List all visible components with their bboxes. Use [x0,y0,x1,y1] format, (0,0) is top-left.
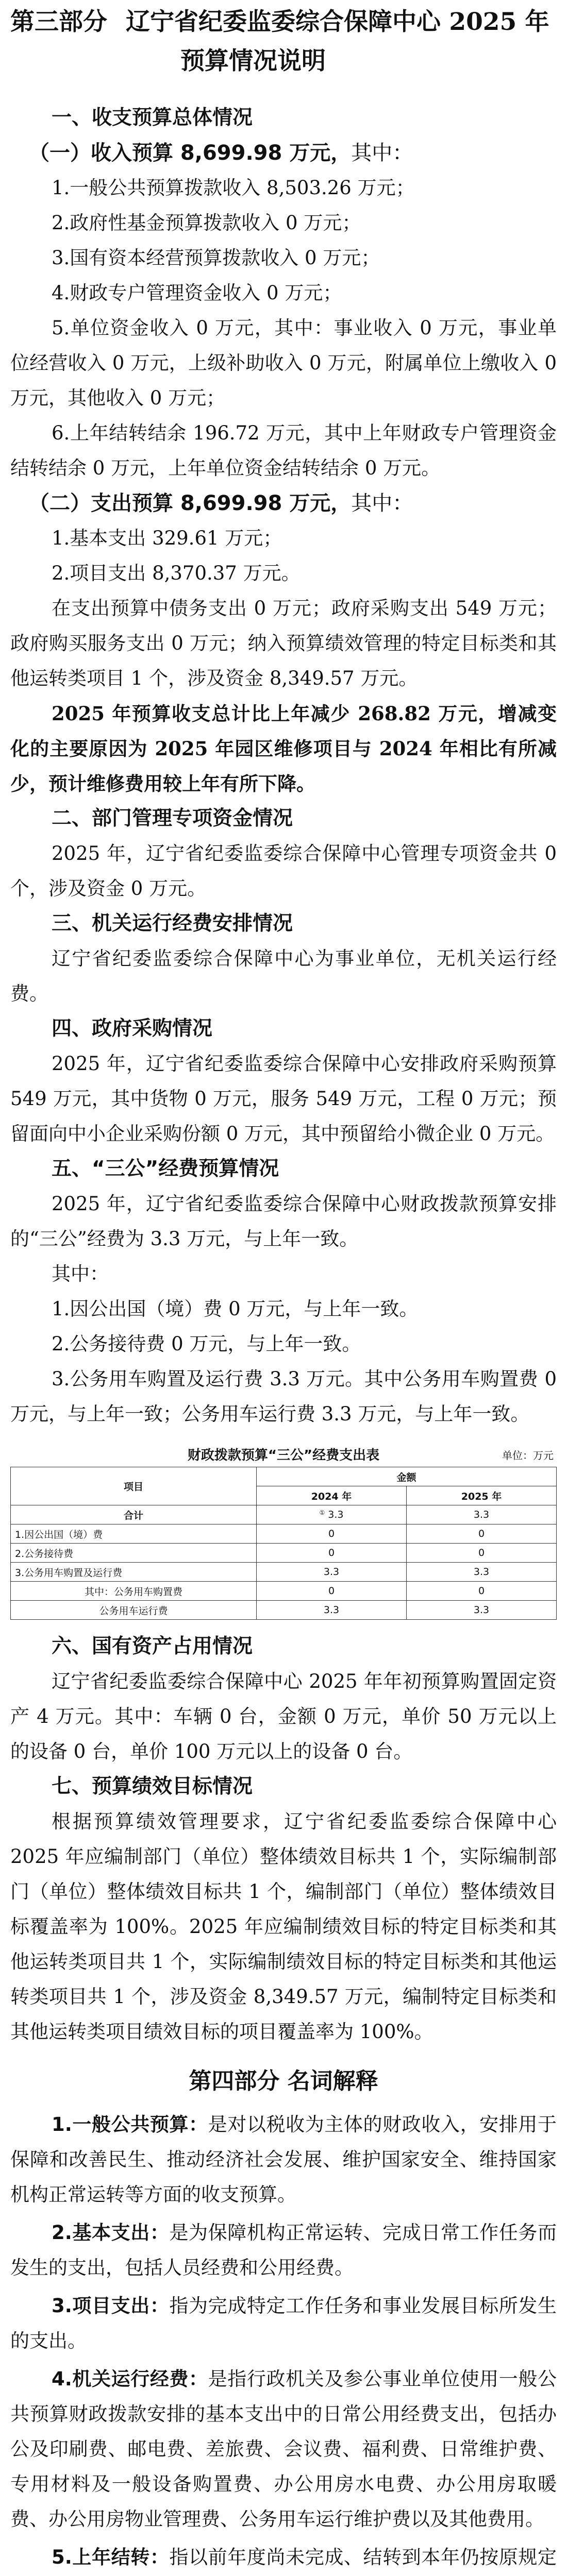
col-2024-header: 2024 年 [257,1486,407,1505]
row-label: 2.公务接待费 [11,1544,257,1563]
table-row [11,1582,557,1601]
row-2024-value: 0 [257,1524,407,1544]
income-item: 6.上年结转结余 196.72 万元，其中上年财政专户管理资金结转结余 0 万元，上年单位资金结转结余 0 万元。 [10,422,557,479]
col-amount-header: 金额 [257,1467,557,1486]
row-2024-value: 3.3 [257,1601,407,1620]
table-mark: ① [319,1509,325,1516]
table-row [11,1524,557,1544]
term-name: 1.一般公共预算： [52,2113,208,2136]
row-2024-value: 0 [257,1544,407,1563]
income-item: 1.一般公共预算拨款收入 8,503.26 万元； [52,177,415,199]
section-7-heading: 七、预算绩效目标情况 [52,1775,253,1798]
row-2025-value: 0 [407,1582,557,1601]
row-2025-value: 3.3 [407,1601,557,1620]
row-label: 合计 [11,1505,257,1524]
section-6-heading: 六、国有资产占用情况 [52,1635,253,1658]
table-header-row [11,1467,557,1486]
term-text: 是对以税收为主体的财政收入，安排用于保障和改善民生、推动经济社会发展、维护国家安全、维持国家机构正常运转等方面的收支预算。 [10,2113,557,2206]
section-4-heading: 四、政府采购情况 [52,1017,213,1040]
term-entry [10,2289,557,2359]
table-row [11,1563,557,1582]
income-item: 5.单位资金收入 0 万元，其中：事业收入 0 万元，事业单位经营收入 0 万元，上级补助收入 0 万元，附属单位上缴收入 0 万元，其他收入 0 万元； [10,317,557,409]
row-2025-value: 0 [407,1524,557,1544]
section-5-heading: 五、“三公”经费预算情况 [52,1157,279,1180]
income-item: 2.政府性基金预算拨款收入 0 万元； [52,212,361,234]
section-6-paragraph: 辽宁省纪委监委综合保障中心 2025 年年初预算购置固定资产 4 万元。其中：车辆 0 台，金额 0 万元，单价 50 万元以上的设备 0 台，单价 100 万元以上的设备 0 台。 [10,1670,557,1762]
row-2025-value: 3.3 [407,1563,557,1582]
term-text: 是为保障机构正常运转、完成日常工作任务而发生的支出，包括人员经费和公用经费。 [10,2222,557,2279]
row-2024-value [257,1505,407,1524]
term-text: 指为完成特定工作任务和事业发展目标所发生的支出。 [10,2295,557,2352]
three-public-expenses-table [10,1467,557,1620]
income-heading [10,135,557,171]
income-item: 4.财政专户管理资金收入 0 万元； [52,282,342,304]
row-2024-value-text: 3.3 [328,1509,344,1520]
table-row [11,1505,557,1524]
section-7-paragraph: 根据预算绩效管理要求，辽宁省纪委监委综合保障中心 2025 年应编制部门（单位）整体绩效目标共 1 个，实际编制部门（单位）整体绩效目标共 1 个，编制部门（单位）整体绩效目标覆盖率为 100%。2025 年应编制绩效目标的特定目标类和其他运转类项目共 1 个，实际编制绩效目标的特定目标类和其他运转类项目共 1 个，涉及资金 8,349.57 万元，编制特定目标类和其他运转类项目绩效目标的项目覆盖率为 100%。 [10,1810,557,2043]
section-3-heading: 三、机关运行经费安排情况 [52,912,293,935]
section-2-heading: 二、部门管理专项资金情况 [52,807,293,830]
table-row [11,1544,557,1563]
change-paragraph: 2025 年预算收支总计比上年减少 268.82 万元，增减变化的主要原因为 2025 年园区维修项目与 2024 年相比有所减少，预计维修费用较上年有所下降。 [10,702,557,795]
term-text: 指以前年度尚未完成、结转到本年仍按原规定 [169,2546,557,2568]
col-2025-header: 2025 年 [407,1486,557,1505]
table-title [10,1444,557,1467]
term-entry [10,2107,557,2212]
expense-paragraph: 在支出预算中债务支出 0 万元；政府采购支出 549 万元；政府购买服务支出 0 万元；纳入预算绩效管理的特定目标类和其他运转类项目 1 个，涉及资金 8,349.57 万元。 [10,597,557,689]
part-4-heading: 第四部分 名词解释 [189,2068,378,2094]
section-1-heading: 一、收支预算总体情况 [52,106,253,129]
document-header [10,3,557,95]
income-heading-bold: （一）收入预算 8,699.98 万元， [29,141,352,165]
section-5-subintro: 其中： [52,1263,109,1285]
term-name: 4.机关运行经费： [52,2368,208,2390]
row-2025-value: 0 [407,1544,557,1563]
term-entry [10,2362,557,2537]
expense-item: 2.项目支出 8,370.37 万元。 [52,562,301,584]
part-label: 第三部分 [10,8,107,36]
section-2-paragraph: 2025 年，辽宁省纪委监委综合保障中心管理专项资金共 0 个，涉及资金 0 万元。 [10,842,557,900]
term-name: 3.项目支出： [52,2295,170,2317]
document-title-line2: 预算情况说明 [180,47,326,75]
header-line-1 [10,3,557,42]
expense-heading-bold: （二）支出预算 8,699.98 万元， [29,492,352,515]
document-body [10,100,557,2576]
expense-heading [10,486,557,521]
row-2025-value: 3.3 [407,1505,557,1524]
row-label: 公务用车运行费 [11,1601,257,1620]
section-5-paragraph: 2025 年，辽宁省纪委监委综合保障中心财政拨款预算安排的“三公”经费为 3.3 万元，与上年一致。 [10,1193,557,1250]
row-label: 3.公务用车购置及运行费 [11,1563,257,1582]
document-title-line1: 辽宁省纪委监委综合保障中心 2025 年 [126,8,549,36]
expense-item: 1.基本支出 329.61 万元； [52,527,282,549]
row-2024-value: 3.3 [257,1563,407,1582]
section-5-item: 2.公务接待费 0 万元，与上年一致。 [52,1333,361,1355]
table-unit: 单位：万元 [502,1449,554,1462]
section-4-paragraph: 2025 年，辽宁省纪委监委综合保障中心安排政府采购预算 549 万元，其中货物 0 万元，服务 549 万元，工程 0 万元；预留面向中小企业采购份额 0 万元，其中预留给小微企业 0 万元。 [10,1053,557,1145]
row-label: 其中：公务用车购置费 [11,1582,257,1601]
table-title-text: 财政拨款预算“三公”经费支出表 [187,1448,380,1463]
term-entry [10,2215,557,2285]
three-public-expenses-table-block [10,1444,557,1620]
section-5-item: 3.公务用车购置及运行费 3.3 万元。其中公务用车购置费 0 万元，与上年一致；公务用车运行费 3.3 万元，与上年一致。 [10,1368,557,1425]
section-3-paragraph: 辽宁省纪委监委综合保障中心为事业单位，无机关运行经费。 [10,947,557,1005]
section-5-item: 1.因公出国（境）费 0 万元，与上年一致。 [52,1298,419,1320]
income-item: 3.国有资本经营预算拨款收入 0 万元； [52,247,380,269]
term-entry [10,2540,557,2576]
table-row [11,1601,557,1620]
term-name: 2.基本支出： [52,2222,170,2244]
col-project-header: 项目 [11,1467,257,1505]
row-label: 1.因公出国（境）费 [11,1524,257,1544]
row-2024-value: 0 [257,1582,407,1601]
term-text: 是指行政机关及参公事业单位使用一般公共预算财政拨款安排的基本支出中的日常公用经费支出，包括办公及印刷费、邮电费、差旅费、会议费、福利费、日常维护费、专用材料及一般设备购置费、办公用房水电费、办公用房取暖费、办公用房物业管理费、公务用车运行维护费以及其他费用。 [10,2368,557,2530]
income-heading-tail: 其中： [351,141,413,165]
expense-heading-tail: 其中： [351,492,413,515]
term-name: 5.上年结转： [52,2546,170,2568]
